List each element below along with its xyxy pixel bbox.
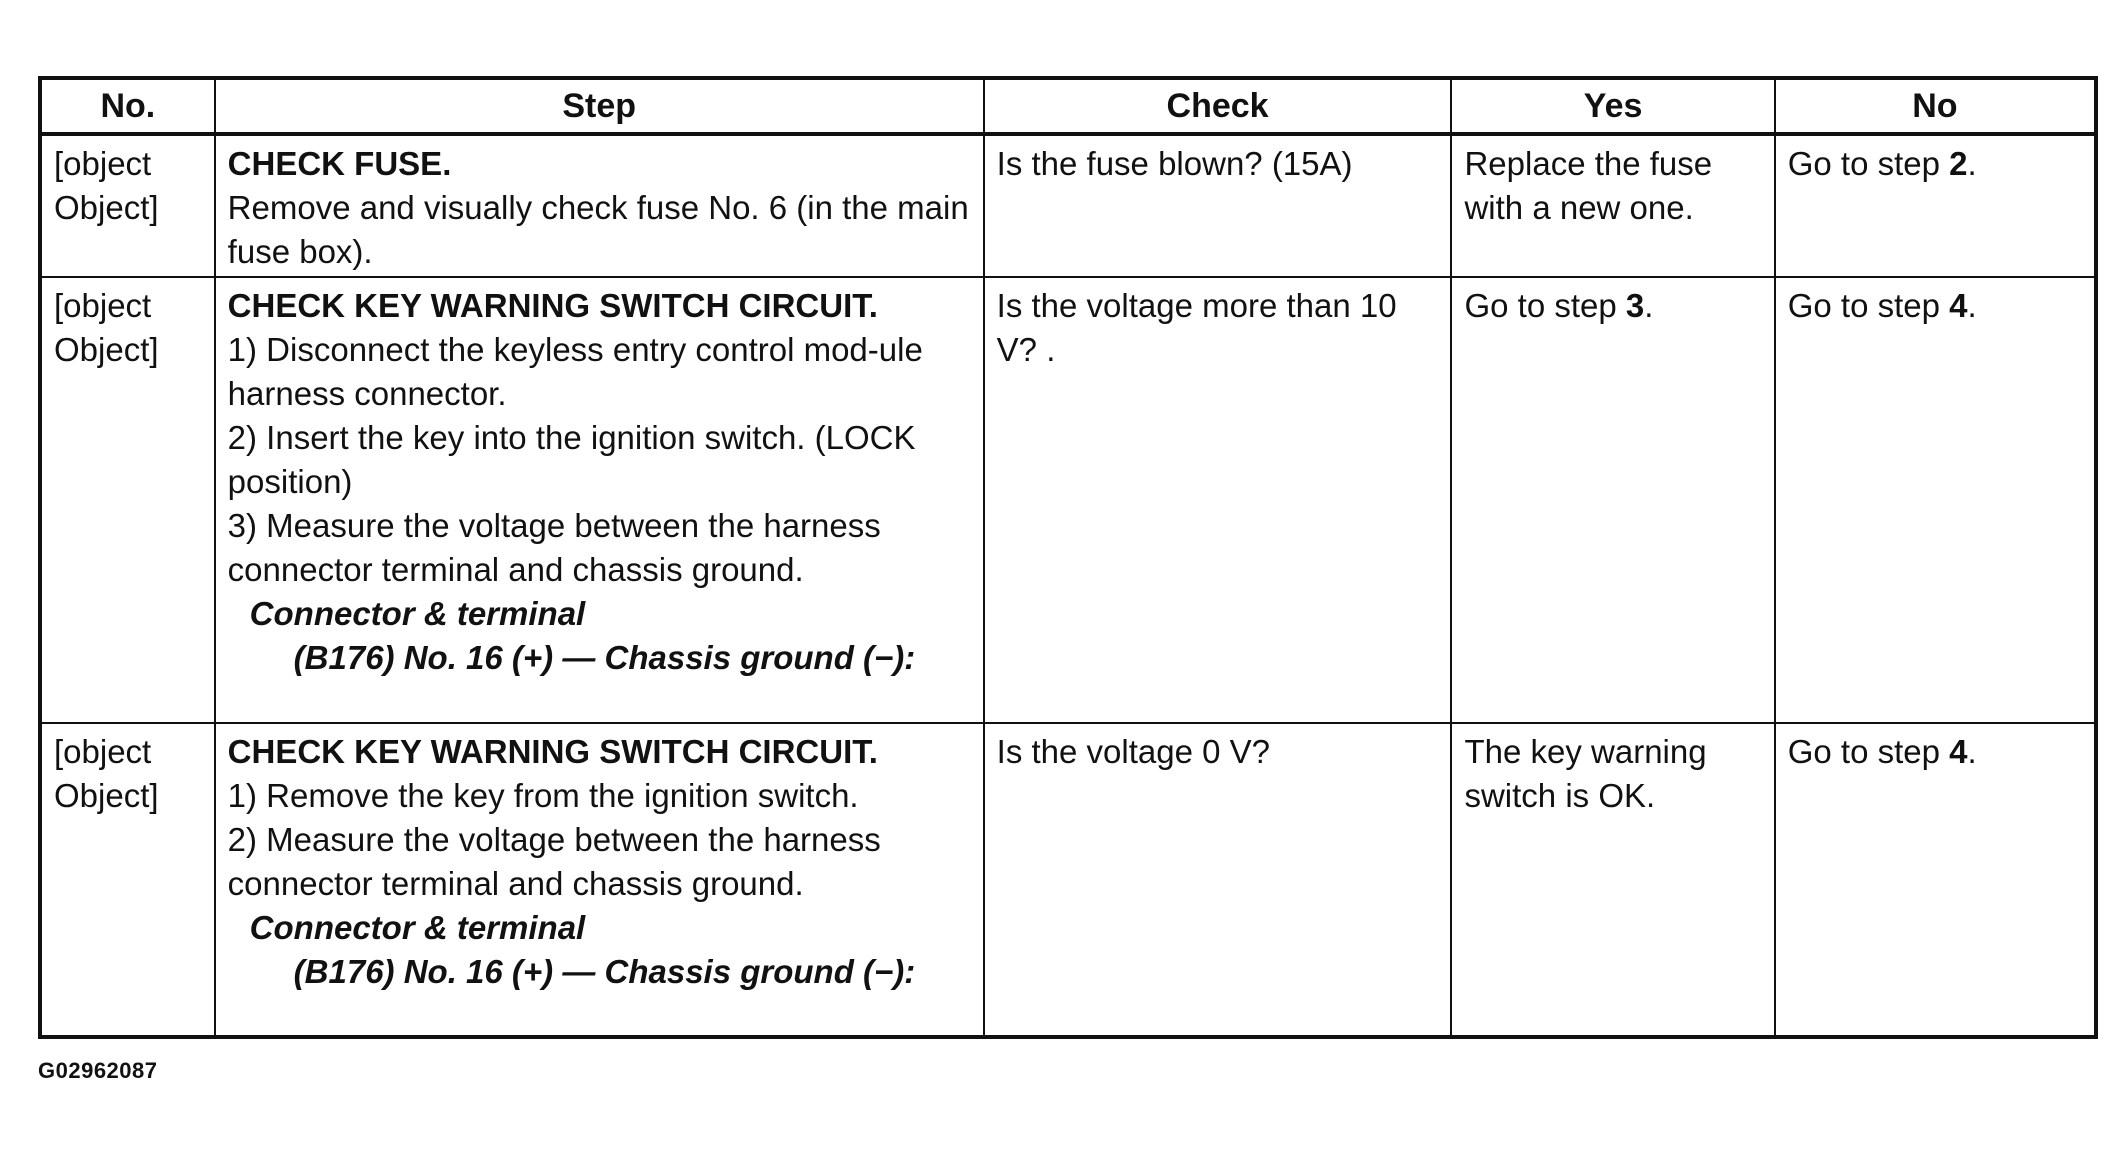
step-title: CHECK KEY WARNING SWITCH CIRCUIT. bbox=[227, 733, 878, 770]
header-no: No. bbox=[40, 78, 215, 134]
goto-step-number: 4 bbox=[1949, 287, 1968, 324]
yes-cell: The key warning switch is OK. bbox=[1451, 723, 1774, 1037]
diagnostic-table bbox=[38, 76, 2098, 1039]
row-number: [object Object] bbox=[40, 723, 215, 1037]
goto-text: Go to step bbox=[1787, 287, 1950, 324]
connector-heading: Connector & terminal bbox=[249, 595, 586, 632]
step-cell bbox=[215, 277, 984, 723]
connector-heading: Connector & terminal bbox=[249, 909, 586, 946]
no-cell bbox=[1775, 134, 2096, 277]
row-number: [object Object] bbox=[40, 134, 215, 277]
check-cell: Is the voltage 0 V? bbox=[984, 723, 1452, 1037]
goto-suffix: . bbox=[1967, 287, 1977, 324]
check-cell: Is the voltage more than 10 V? . bbox=[984, 277, 1452, 723]
goto-suffix: . bbox=[1967, 145, 1977, 182]
step-instruction: 1) Remove the key from the ignition switch. bbox=[227, 777, 859, 814]
table-row bbox=[40, 723, 2096, 1037]
no-cell bbox=[1775, 723, 2096, 1037]
header-check: Check bbox=[984, 78, 1452, 134]
step-instruction: Remove and visually check fuse No. 6 (in the main fuse box). bbox=[227, 189, 969, 270]
no-cell bbox=[1775, 277, 2096, 723]
goto-text: Go to step bbox=[1787, 733, 1950, 770]
step-cell bbox=[215, 134, 984, 277]
step-instruction: 2) Measure the voltage between the harness connector terminal and chassis ground. bbox=[227, 821, 881, 902]
step-instruction: 1) Disconnect the keyless entry control mod-ule harness connector. bbox=[227, 331, 923, 412]
connector-spec: (B176) No. 16 (+) — Chassis ground (−): bbox=[293, 639, 916, 676]
step-cell bbox=[215, 723, 984, 1037]
check-cell: Is the fuse blown? (15A) bbox=[984, 134, 1452, 277]
table-row bbox=[40, 134, 2096, 277]
goto-text: Go to step bbox=[1464, 287, 1626, 324]
step-instruction: 2) Insert the key into the ignition switch. (LOCK position) bbox=[227, 419, 916, 500]
table-row bbox=[40, 277, 2096, 723]
goto-suffix: . bbox=[1644, 287, 1654, 324]
goto-text: Go to step bbox=[1787, 145, 1950, 182]
step-instruction: 3) Measure the voltage between the harness connector terminal and chassis ground. bbox=[227, 507, 881, 588]
header-yes: Yes bbox=[1451, 78, 1774, 134]
yes-cell bbox=[1451, 277, 1774, 723]
goto-suffix: . bbox=[1967, 733, 1977, 770]
goto-step-number: 4 bbox=[1949, 733, 1968, 770]
goto-step-number: 3 bbox=[1625, 287, 1645, 324]
figure-code: G02962087 bbox=[38, 1058, 158, 1083]
header-step: Step bbox=[215, 78, 984, 134]
yes-cell: Replace the fuse with a new one. bbox=[1451, 134, 1774, 277]
row-number: [object Object] bbox=[40, 277, 215, 723]
connector-spec: (B176) No. 16 (+) — Chassis ground (−): bbox=[293, 953, 916, 990]
step-title: CHECK KEY WARNING SWITCH CIRCUIT. bbox=[227, 287, 878, 324]
diagnostic-table-container bbox=[38, 76, 2098, 1039]
step-title: CHECK FUSE. bbox=[227, 145, 452, 182]
table-header-row bbox=[40, 78, 2096, 134]
goto-step-number: 2 bbox=[1949, 145, 1968, 182]
header-no-result: No bbox=[1775, 78, 2096, 134]
